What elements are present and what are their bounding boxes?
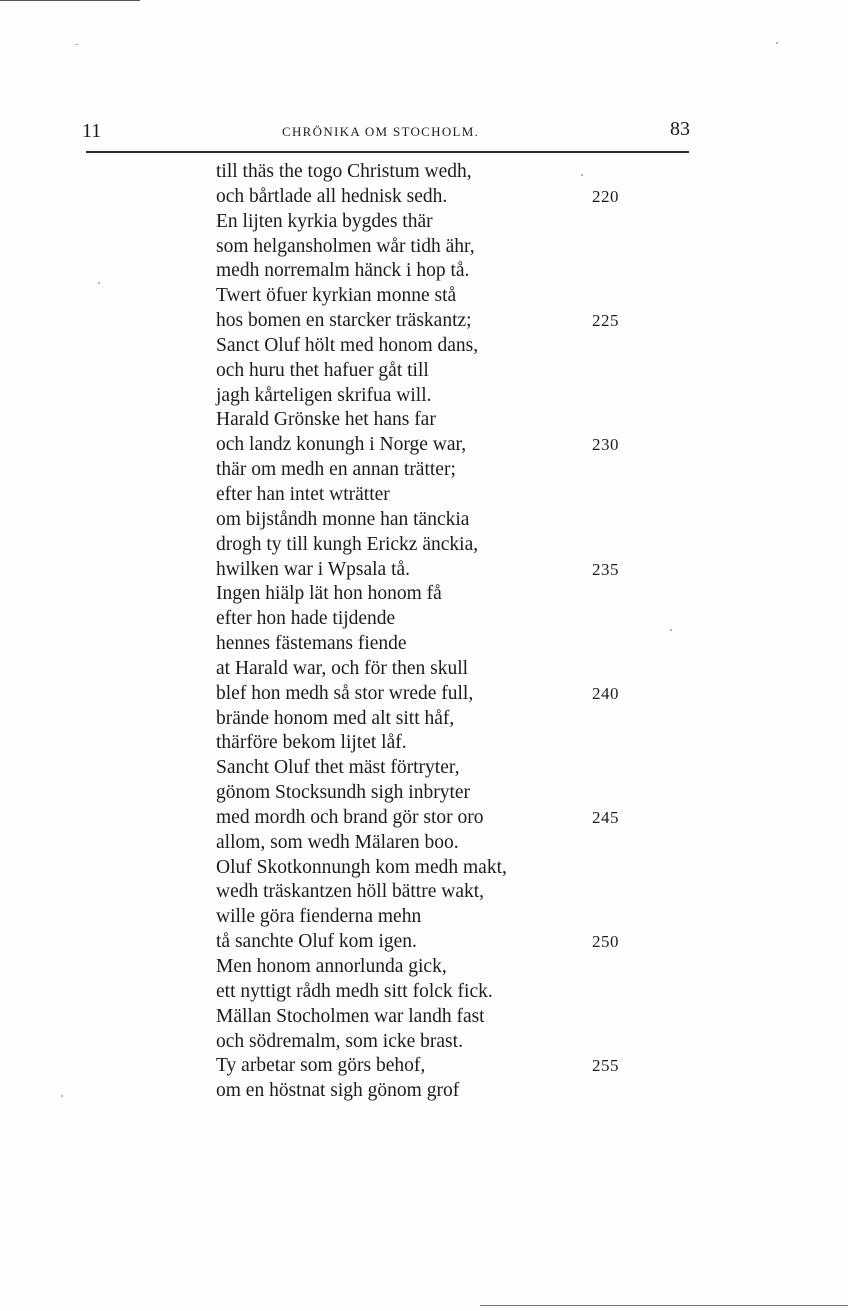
ink-speck (98, 282, 100, 284)
verse-line-text: brände honom med alt sitt håf, (216, 707, 455, 729)
scan-edge-line (480, 1305, 848, 1306)
line-number: 245 (592, 807, 619, 827)
verse-line-text: med mordh och brand gör stor oro (216, 806, 484, 828)
ink-speck (61, 1095, 63, 1097)
verse-line (216, 458, 636, 483)
verse-line-text: ett nyttigt rådh medh sitt folck fick. (216, 980, 493, 1002)
verse-line-text: wedh träskantzen höll bättre wakt, (216, 881, 485, 903)
ink-speck (776, 42, 778, 44)
verse-line (216, 483, 636, 508)
verse-line (216, 781, 636, 806)
verse-line (216, 384, 636, 409)
verse-line-text: Mällan Stocholmen war landh fast (216, 1005, 485, 1027)
verse-line-text: och södremalm, som icke brast. (216, 1030, 463, 1052)
verse-line (216, 533, 636, 558)
verse-line (216, 682, 636, 707)
verse-line (216, 508, 636, 533)
verse-line (216, 657, 636, 682)
verse-line (216, 408, 636, 433)
verse-line (216, 284, 636, 309)
verse-line-text: Sanct Oluf hölt med honom dans, (216, 334, 479, 356)
verse-line (216, 707, 636, 732)
verse-line-text: medh norremalm hänck i hop tå. (216, 260, 470, 282)
verse-line-text: efter han intet wträtter (216, 483, 390, 505)
scan-edge-line (0, 0, 140, 1)
verse-line-text: hennes fästemans fiende (216, 633, 407, 655)
verse-line-text: Oluf Skotkonnungh kom medh makt, (216, 856, 507, 878)
verse-line (216, 607, 636, 632)
running-title: CHRÖNIKA OM STOCHOLM. (282, 124, 480, 139)
verse-line (216, 880, 636, 905)
verse-line-text: En lijten kyrkia bygdes thär (216, 210, 433, 232)
verse-line (216, 731, 636, 756)
line-number: 255 (592, 1056, 619, 1076)
verse-line (216, 905, 636, 930)
verse-line-text: Ingen hiälp lät hon honom få (216, 583, 442, 605)
verse-line (216, 1054, 636, 1079)
verse-line-text: hos bomen en starcker träskantz; (216, 310, 472, 332)
verse-line-text: at Harald war, och för then skull (216, 657, 469, 679)
verse-line (216, 1079, 636, 1104)
verse-line-text: thärföre bekom lijtet låf. (216, 732, 407, 754)
line-number: 225 (592, 311, 619, 331)
verse-line-text: Ty arbetar som görs behof, (216, 1055, 426, 1077)
verse-line (216, 756, 636, 781)
verse-line (216, 930, 636, 955)
verse-line-text: jagh kårteligen skrifua will. (216, 384, 432, 406)
line-number: 235 (592, 559, 619, 579)
ink-speck (581, 174, 583, 176)
verse-line (216, 235, 636, 260)
verse-line (216, 259, 636, 284)
verse-line (216, 558, 636, 583)
verse-line-text: allom, som wedh Mälaren boo. (216, 831, 459, 853)
verse-line (216, 433, 636, 458)
verse-line (216, 980, 636, 1005)
verse-line (216, 185, 636, 210)
page-header (82, 118, 692, 148)
verse-line (216, 160, 636, 185)
verse-line-text: thär om medh en annan trätter; (216, 459, 456, 481)
verse-line-text: Men honom annorlunda gick, (216, 956, 447, 977)
page-number: 83 (670, 118, 690, 140)
verse-line (216, 359, 636, 384)
verse-block (216, 160, 636, 1104)
verse-line-text: om en höstnat sigh gönom grof (216, 1080, 460, 1102)
verse-line-text: och landz konungh i Norge war, (216, 434, 467, 456)
verse-line (216, 334, 636, 359)
verse-line (216, 582, 636, 607)
verse-line-text: som helgansholmen wår tidh ähr, (216, 235, 475, 257)
line-number: 220 (592, 186, 619, 206)
line-number: 250 (592, 932, 619, 952)
verse-line (216, 955, 636, 980)
verse-line-text: Twert öfuer kyrkian monne stå (216, 285, 457, 307)
verse-line-text: wille göra fienderna mehn (216, 906, 422, 928)
verse-line-text: gönom Stocksundh sigh inbryter (216, 782, 471, 804)
verse-line-text: efter hon hade tijdende (216, 608, 396, 630)
header-rule (86, 151, 689, 153)
ink-speck (75, 44, 78, 45)
verse-line-text: Harald Grönske het hans far (216, 409, 436, 431)
verse-line (216, 856, 636, 881)
verse-line (216, 806, 636, 831)
verse-line-text: tå sanchte Oluf kom igen. (216, 931, 417, 953)
verse-line (216, 1030, 636, 1055)
verse-line-text: blef hon medh så stor wrede full, (216, 682, 474, 704)
verse-line (216, 831, 636, 856)
line-number: 240 (592, 683, 619, 703)
verse-line-text: Sancht Oluf thet mäst förtryter, (216, 757, 460, 779)
signature-mark: 11 (82, 120, 102, 142)
verse-line (216, 210, 636, 235)
verse-line-text: och huru thet hafuer gåt till (216, 359, 429, 381)
verse-line-text: hwilken war i Wpsala tå. (216, 558, 411, 580)
verse-line-text: drogh ty till kungh Erickz änckia, (216, 533, 479, 555)
verse-line (216, 632, 636, 657)
verse-line-text: och bårtlade all hednisk sedh. (216, 185, 448, 207)
verse-line (216, 1005, 636, 1030)
verse-line (216, 309, 636, 334)
ink-speck (670, 629, 672, 631)
verse-line-text: om bijståndh monne han tänckia (216, 508, 470, 530)
verse-line-text: till thäs the togo Christum wedh, (216, 161, 472, 182)
line-number: 230 (592, 435, 619, 455)
